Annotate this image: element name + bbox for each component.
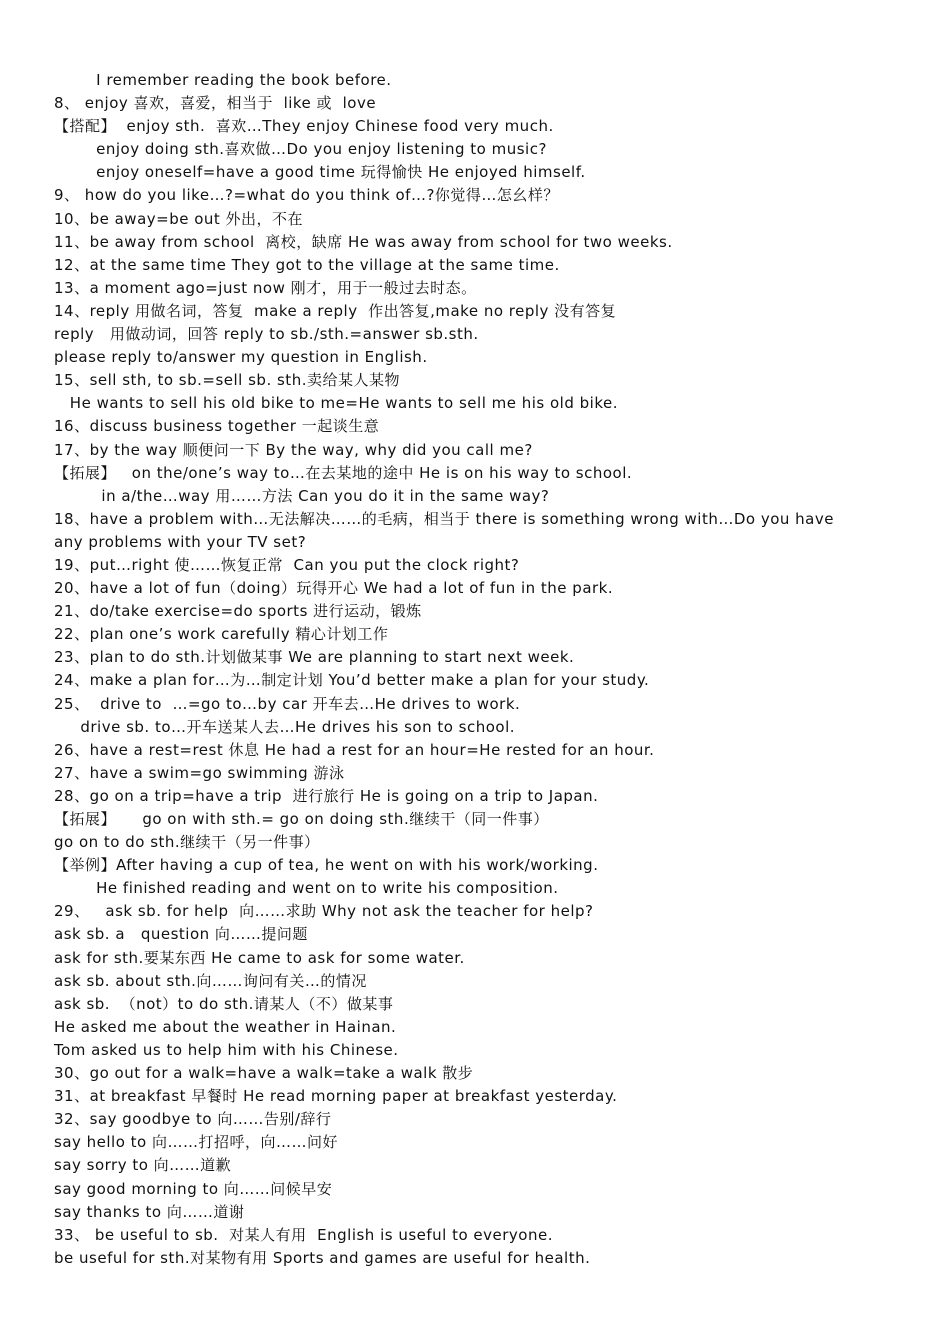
text-line: 【搭配】 enjoy sth. 喜欢…They enjoy Chinese food very much. [54, 117, 554, 136]
text-line: Tom asked us to help him with his Chinese. [54, 1040, 399, 1059]
text-line: He asked me about the weather in Hainan. [54, 1017, 397, 1036]
text-line: He wants to sell his old bike to me=He wants to sell me his old bike. [54, 394, 618, 413]
text-line: 33、 be useful to sb. 对某人有用 English is useful to everyone. [54, 1225, 553, 1244]
text-line: say thanks to 向……道谢 [54, 1202, 245, 1221]
text-line: 27、have a swim=go swimming 游泳 [54, 763, 345, 782]
text-line: 16、discuss business together 一起谈生意 [54, 417, 380, 436]
text-line: ask sb. a question 向……提问题 [54, 925, 308, 944]
text-line: reply 用做动词，回答 reply to sb./sth.=answer sb.sth. [54, 325, 479, 344]
text-line: 25、 drive to …=go to…by car 开车去…He drives to work. [54, 694, 521, 713]
text-line: 29、 ask sb. for help 向……求助 Why not ask the teacher for help? [54, 902, 594, 921]
text-line: please reply to/answer my question in English. [54, 348, 428, 367]
text-line: 18、have a problem with…无法解决……的毛病，相当于 there is something wrong with…Do you have [54, 509, 834, 528]
text-line: 32、say goodbye to 向……告别/辞行 [54, 1110, 332, 1129]
text-line: 26、have a rest=rest 休息 He had a rest for an hour=He rested for an hour. [54, 740, 655, 759]
text-line: 【拓展】 go on with sth.= go on doing sth.继续干（同一件事） [54, 810, 549, 828]
text-line: 28、go on a trip=have a trip 进行旅行 He is going on a trip to Japan. [54, 786, 599, 805]
text-line: 11、be away from school 离校，缺席 He was away from school for two weeks. [54, 232, 673, 251]
text-line: say good morning to 向……问候早安 [54, 1179, 333, 1198]
text-line: 17、by the way 顺便问一下 By the way, why did you call me? [54, 440, 533, 459]
text-line: 10、be away=be out 外出，不在 [54, 209, 304, 228]
text-line: in a/the…way 用……方法 Can you do it in the same way? [54, 486, 550, 505]
text-line: 【拓展】 on the/one’s way to…在去某地的途中 He is on his way to school. [54, 463, 633, 482]
text-line: ask sb. （not）to do sth.请某人（不）做某事 [54, 994, 394, 1013]
text-line: say sorry to 向……道歉 [54, 1156, 232, 1175]
text-line: 12、at the same time They got to the village at the same time. [54, 255, 560, 274]
text-line: 【举例】After having a cup of tea, he went on with his work/working. [54, 856, 599, 875]
text-line: ask for sth.要某东西 He came to ask for some water. [54, 948, 465, 967]
text-line: 15、sell sth, to sb.=sell sb. sth.卖给某人某物 [54, 371, 400, 390]
text-line: 19、put…right 使……恢复正常 Can you put the clock right? [54, 555, 520, 574]
text-line: He finished reading and went on to write his composition. [54, 879, 559, 898]
text-line: 9、 how do you like…?=what do you think of…?你觉得…怎幺样？ [54, 186, 559, 205]
text-line: ask sb. about sth.向……询问有关…的情况 [54, 971, 367, 990]
text-line: enjoy oneself=have a good time 玩得愉快 He enjoyed himself. [54, 163, 586, 182]
text-line: drive sb. to…开车送某人去…He drives his son to school. [54, 717, 516, 736]
text-line: I remember reading the book before. [54, 71, 392, 89]
text-line: 13、a moment ago=just now 刚才，用于一般过去时态。 [54, 278, 477, 297]
text-line: 24、make a plan for…为…制定计划 You’d better make a plan for your study. [54, 671, 650, 690]
text-line: 8、 enjoy 喜欢，喜爱，相当于 like 或 love [54, 94, 377, 113]
text-line: 22、plan one’s work carefully 精心计划工作 [54, 625, 389, 644]
text-line: be useful for sth.对某物有用 Sports and games are useful for health. [54, 1248, 591, 1267]
text-line: any problems with your TV set? [54, 532, 307, 551]
text-line: 31、at breakfast 早餐时 He read morning paper at breakfast yesterday. [54, 1087, 618, 1106]
text-line: 30、go out for a walk=have a walk=take a walk 散步 [54, 1064, 474, 1083]
text-line: 14、reply 用做名词，答复 make a reply 作出答复,make no reply 没有答复 [54, 301, 617, 320]
text-line: 20、have a lot of fun（doing）玩得开心 We had a lot of fun in the park. [54, 579, 614, 598]
text-line: say hello to 向……打招呼，向……问好 [54, 1133, 338, 1152]
text-line: enjoy doing sth.喜欢做…Do you enjoy listening to music? [54, 140, 547, 159]
text-line: 21、do/take exercise=do sports 进行运动，锻炼 [54, 602, 422, 621]
text-line: 23、plan to do sth.计划做某事 We are planning to start next week. [54, 648, 575, 667]
text-line: go on to do sth.继续干（另一件事） [54, 833, 320, 852]
document-body [54, 69, 924, 1270]
